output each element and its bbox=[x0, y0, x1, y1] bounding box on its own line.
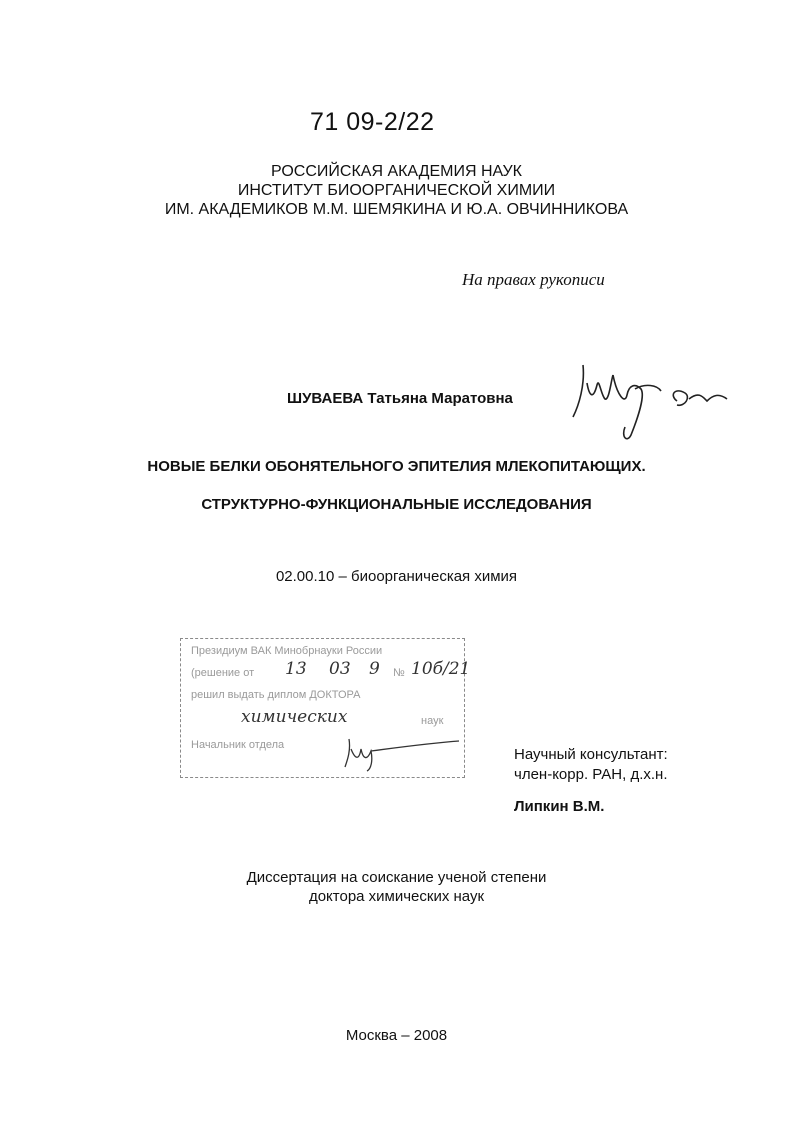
consultant-name: Липкин В.М. bbox=[514, 798, 605, 815]
author-name: ШУВАЕВА Татьяна Маратовна bbox=[287, 390, 513, 407]
stamp-line-1: Президиум ВАК Минобрнауки России bbox=[191, 645, 383, 657]
title-line-1: НОВЫЕ БЕЛКИ ОБОНЯТЕЛЬНОГО ЭПИТЕЛИЯ МЛЕКОПИТАЮЩИХ. bbox=[147, 458, 646, 475]
rights-note: На правах рукописи bbox=[462, 270, 605, 289]
org-line-2: ИНСТИТУТ БИООРГАНИЧЕСКОЙ ХИМИИ bbox=[237, 182, 556, 199]
stamp-line-2 bbox=[191, 667, 254, 679]
stamp-line-5: Начальник отдела bbox=[191, 739, 285, 751]
stamp-date-day: 13 bbox=[285, 659, 307, 679]
stamp-science-suffix: наук bbox=[421, 715, 444, 727]
stamp-science: химических bbox=[241, 707, 348, 727]
vak-stamp bbox=[180, 638, 471, 778]
author-signature bbox=[565, 355, 735, 445]
stamp-decision-prefix: (решение от bbox=[191, 667, 255, 679]
stamp-date-year: 9 bbox=[369, 659, 380, 679]
stamp-date-month: 03 bbox=[329, 659, 351, 679]
dissertation-line-2: доктора химических наук bbox=[308, 888, 485, 905]
organization-header bbox=[0, 162, 793, 219]
consultant-rank: член-корр. РАН, д.х.н. bbox=[514, 766, 668, 783]
consultant-block bbox=[514, 745, 668, 785]
title-line-2: СТРУКТУРНО-ФУНКЦИОНАЛЬНЫЕ ИССЛЕДОВАНИЯ bbox=[201, 496, 592, 513]
city-year: Москва – 2008 bbox=[345, 1027, 448, 1044]
dissertation-line-1: Диссертация на соискание ученой степени bbox=[246, 869, 547, 886]
consultant-label: Научный консультант: bbox=[514, 746, 668, 763]
dissertation-block bbox=[0, 868, 793, 906]
archive-code: 71 09-2/22 bbox=[310, 108, 435, 136]
stamp-number: 10б/21 bbox=[411, 659, 471, 679]
stamp-line-3: решил выдать диплом ДОКТОРА bbox=[191, 689, 361, 701]
stamp-number-prefix: № bbox=[393, 667, 405, 679]
stamp-signature bbox=[341, 731, 461, 771]
org-line-1: РОССИЙСКАЯ АКАДЕМИЯ НАУК bbox=[271, 163, 522, 180]
org-line-3: ИМ. АКАДЕМИКОВ М.М. ШЕМЯКИНА И Ю.А. ОВЧИННИКОВА bbox=[164, 201, 629, 218]
specialty: 02.00.10 – биоорганическая химия bbox=[275, 568, 518, 585]
